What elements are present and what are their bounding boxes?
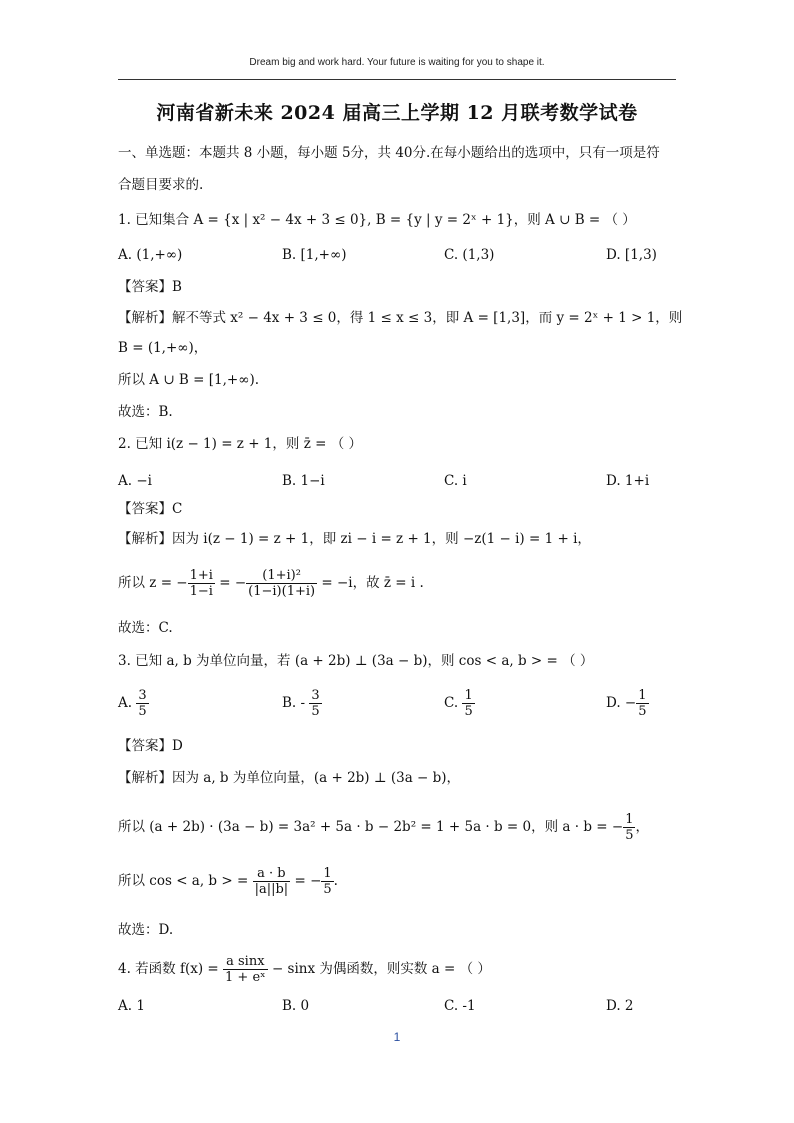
q3-option-c-label: C. [444, 695, 459, 711]
q3-answer: 【答案】D [118, 738, 183, 754]
q1-analysis-3: 所以 A ∪ B = [1,+∞). [118, 372, 260, 388]
q3-option-c-fraction [462, 688, 474, 719]
q3-analysis-3-mid: = − [290, 873, 322, 889]
q4-stem-den: 1 + eˣ [225, 970, 266, 985]
q3-analysis-3 [118, 864, 678, 898]
q4-stem-prefix: 4. 若函数 f(x) = [118, 961, 224, 977]
q2-option-c: C. i [444, 473, 467, 489]
q2-fraction-2-num: (1+i)² [246, 568, 317, 584]
q2-fraction-1-num: 1+i [189, 568, 213, 583]
q2-option-b: B. 1−i [282, 473, 325, 489]
q2-analysis-2-mid: = − [214, 575, 247, 591]
q2-analysis-2-suffix: = −i，故 z̄ = i . [317, 575, 424, 591]
q3-analysis-1: 【解析】因为 a, b 为单位向量，(a + 2b) ⊥ (3a − b)， [118, 770, 461, 786]
q4-stem-num: a sinx [223, 954, 268, 970]
q4-stem-fraction [223, 954, 268, 985]
q3-analysis-3-fraction-2 [321, 866, 333, 897]
q3-choice: 故选：D. [118, 922, 174, 938]
q2-choice: 故选：C. [118, 620, 173, 636]
q2-answer: 【答案】C [118, 501, 183, 517]
q2-stem: 2. 已知 i(z − 1) = z + 1，则 z̄ = （ ） [118, 436, 362, 452]
q3-option-d-den: 5 [638, 704, 647, 719]
q3-options [118, 688, 678, 728]
q4-option-a: A. 1 [118, 998, 145, 1014]
q3-analysis-2-num: 1 [625, 812, 634, 827]
q3-analysis-3-den2: 5 [323, 882, 332, 897]
q1-option-c: C. (1,3) [444, 247, 495, 263]
q2-option-a: A. −i [118, 473, 152, 489]
q3-option-a-label: A. [118, 695, 133, 711]
q1-analysis-2: B = (1,+∞)， [118, 340, 208, 356]
q3-option-b-num: 3 [311, 688, 320, 703]
q3-option-d-label: D. − [606, 695, 637, 711]
q3-option-c-den: 5 [464, 704, 473, 719]
q3-analysis-2-suffix: ， [635, 819, 649, 835]
q3-option-d-num: 1 [638, 688, 647, 703]
q2-analysis-1: 【解析】因为 i(z − 1) = z + 1，即 zi − i = z + 1，则 −z(1 − i) = 1 + i， [118, 531, 591, 547]
q4-stem [118, 952, 678, 986]
q2-fraction-2-den: (1−i)(1+i) [248, 584, 316, 599]
q1-option-a: A. (1,+∞) [118, 247, 183, 263]
section-instruction-line-2: 合题目要求的. [118, 177, 204, 193]
header-divider [118, 79, 676, 80]
q4-option-c: C. -1 [444, 998, 476, 1014]
header-motto: Dream big and work hard. Your future is waiting for you to shape it. [249, 57, 545, 68]
q3-option-b-label: B. - [282, 695, 306, 711]
q4-option-d: D. 2 [606, 998, 634, 1014]
q3-option-c-num: 1 [464, 688, 473, 703]
q3-option-d-fraction [636, 688, 648, 719]
q3-analysis-3-den: |a||b| [254, 882, 289, 897]
q2-analysis-2 [118, 566, 678, 600]
q3-option-b [282, 688, 322, 719]
q3-analysis-2-fraction [623, 812, 635, 843]
q2-option-d: D. 1+i [606, 473, 650, 489]
q1-stem: 1. 已知集合 A = {x | x² − 4x + 3 ≤ 0}, B = {y | y = 2ˣ + 1}，则 A ∪ B = （ ） [118, 212, 636, 228]
q3-analysis-3-num2: 1 [323, 866, 332, 881]
q1-analysis-1: 【解析】解不等式 x² − 4x + 3 ≤ 0，得 1 ≤ x ≤ 3，即 A = [1,3]，而 y = 2ˣ + 1 > 1，则 [118, 310, 683, 326]
q4-stem-suffix: − sinx 为偶函数，则实数 a = （ ） [267, 961, 491, 977]
q3-analysis-3-num: a · b [253, 866, 291, 882]
q2-analysis-2-prefix: 所以 z = − [118, 575, 188, 591]
q1-answer: 【答案】B [118, 279, 182, 295]
q2-fraction-2 [246, 568, 317, 599]
q3-option-b-den: 5 [311, 704, 320, 719]
q3-option-d [606, 688, 649, 719]
q3-option-a [118, 688, 149, 719]
q3-analysis-2 [118, 810, 678, 844]
q3-stem: 3. 已知 a, b 为单位向量，若 (a + 2b) ⊥ (3a − b)，则 cos < a, b > = （ ） [118, 653, 594, 669]
q3-option-b-fraction [309, 688, 321, 719]
q3-option-c [444, 688, 475, 719]
q3-option-a-fraction [136, 688, 148, 719]
page-number: 1 [393, 1030, 401, 1044]
q4-option-b: B. 0 [282, 998, 310, 1014]
q3-option-a-num: 3 [138, 688, 147, 703]
q3-analysis-2-prefix: 所以 (a + 2b) · (3a − b) = 3a² + 5a · b − 2b² = 1 + 5a · b = 0，则 a · b = − [118, 819, 624, 835]
q3-option-a-den: 5 [138, 704, 147, 719]
q3-analysis-2-den: 5 [625, 828, 634, 843]
q3-analysis-3-suffix: . [333, 873, 338, 889]
q1-choice: 故选：B. [118, 404, 173, 420]
q2-fraction-1-den: 1−i [189, 584, 213, 599]
section-instruction-line-1: 一、单选题：本题共 8 小题，每小题 5分，共 40分.在每小题给出的选项中，只有一项是符 [118, 145, 660, 161]
page-title: 河南省新未来 2024 届高三上学期 12 月联考数学试卷 [156, 102, 638, 124]
q1-option-d: D. [1,3) [606, 247, 657, 263]
q1-option-b: B. [1,+∞) [282, 247, 347, 263]
q3-analysis-3-fraction-1 [253, 866, 291, 897]
q2-fraction-1 [188, 568, 215, 599]
q3-analysis-3-prefix: 所以 cos < a, b > = [118, 873, 253, 889]
